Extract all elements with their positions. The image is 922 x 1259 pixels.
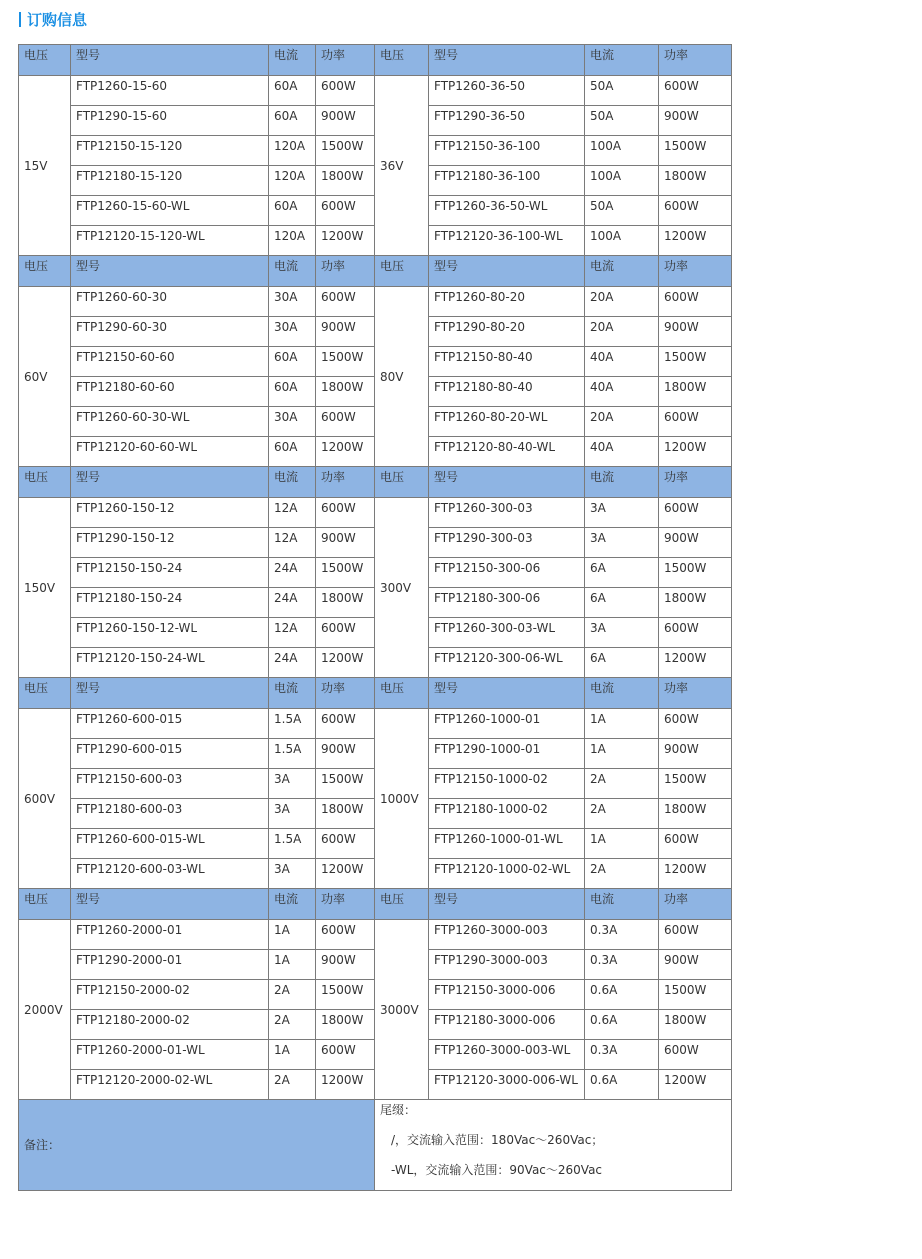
right-power-cell: 1800W [659,166,732,196]
left-model-cell: FTP12120-600-03-WL [71,859,269,889]
title-accent-bar [19,12,21,27]
left-power-cell: 1200W [316,1070,375,1100]
right-power-cell: 1500W [659,769,732,799]
left-model-cell: FTP1290-150-12 [71,528,269,558]
left-model-cell: FTP12150-15-120 [71,136,269,166]
left-current-cell: 30A [269,317,316,347]
header-current: 电流 [585,678,659,709]
right-current-cell: 50A [585,76,659,106]
right-model-cell: FTP12150-80-40 [429,347,585,377]
header-power: 功率 [659,45,732,76]
header-power: 功率 [316,256,375,287]
right-voltage-cell: 36V [375,76,429,256]
right-power-cell: 600W [659,407,732,437]
left-current-cell: 60A [269,437,316,467]
left-power-cell: 1800W [316,1010,375,1040]
left-voltage-cell: 60V [19,287,71,467]
left-power-cell: 900W [316,528,375,558]
right-power-cell: 600W [659,196,732,226]
left-model-cell: FTP1290-2000-01 [71,950,269,980]
left-power-cell: 900W [316,739,375,769]
left-current-cell: 2A [269,1070,316,1100]
right-model-cell: FTP1260-36-50 [429,76,585,106]
right-model-cell: FTP12180-3000-006 [429,1010,585,1040]
left-model-cell: FTP1290-15-60 [71,106,269,136]
table-header-row [19,678,732,709]
left-model-cell: FTP1260-150-12 [71,498,269,528]
header-model: 型号 [71,467,269,498]
left-power-cell: 1500W [316,769,375,799]
right-current-cell: 6A [585,558,659,588]
left-model-cell: FTP1290-60-30 [71,317,269,347]
left-voltage-cell: 2000V [19,920,71,1100]
left-current-cell: 1.5A [269,829,316,859]
left-model-cell: FTP1260-600-015-WL [71,829,269,859]
left-current-cell: 60A [269,377,316,407]
table-header-row [19,889,732,920]
left-power-cell: 600W [316,76,375,106]
right-model-cell: FTP1290-1000-01 [429,739,585,769]
right-current-cell: 0.6A [585,1010,659,1040]
left-model-cell: FTP1260-2000-01 [71,920,269,950]
section-title [19,10,87,30]
left-power-cell: 1200W [316,648,375,678]
right-power-cell: 900W [659,317,732,347]
left-model-cell: FTP12150-60-60 [71,347,269,377]
left-power-cell: 600W [316,709,375,739]
left-current-cell: 3A [269,799,316,829]
left-power-cell: 1500W [316,136,375,166]
right-model-cell: FTP1290-3000-003 [429,950,585,980]
left-power-cell: 1200W [316,226,375,256]
left-current-cell: 60A [269,196,316,226]
right-power-cell: 1200W [659,648,732,678]
right-power-cell: 1200W [659,1070,732,1100]
table-header-row [19,256,732,287]
left-model-cell: FTP12150-600-03 [71,769,269,799]
right-power-cell: 900W [659,528,732,558]
left-model-cell: FTP1260-15-60 [71,76,269,106]
right-current-cell: 1A [585,829,659,859]
right-power-cell: 600W [659,1040,732,1070]
right-current-cell: 20A [585,317,659,347]
right-model-cell: FTP12150-300-06 [429,558,585,588]
right-model-cell: FTP12120-80-40-WL [429,437,585,467]
header-model: 型号 [71,678,269,709]
right-current-cell: 6A [585,648,659,678]
right-model-cell: FTP1260-300-03 [429,498,585,528]
right-model-cell: FTP12180-300-06 [429,588,585,618]
left-current-cell: 12A [269,498,316,528]
right-power-cell: 1800W [659,588,732,618]
left-current-cell: 2A [269,980,316,1010]
right-current-cell: 2A [585,859,659,889]
left-model-cell: FTP12150-150-24 [71,558,269,588]
right-current-cell: 3A [585,528,659,558]
left-power-cell: 1500W [316,980,375,1010]
right-model-cell: FTP1260-80-20 [429,287,585,317]
left-current-cell: 3A [269,769,316,799]
header-model: 型号 [71,256,269,287]
left-model-cell: FTP12120-2000-02-WL [71,1070,269,1100]
right-current-cell: 0.6A [585,1070,659,1100]
left-current-cell: 12A [269,618,316,648]
header-power: 功率 [659,467,732,498]
header-voltage: 电压 [19,678,71,709]
table-row [19,709,732,739]
table-row [19,76,732,106]
table-header-row [19,45,732,76]
right-model-cell: FTP12120-1000-02-WL [429,859,585,889]
right-power-cell: 1800W [659,799,732,829]
right-model-cell: FTP12180-80-40 [429,377,585,407]
left-current-cell: 24A [269,588,316,618]
left-model-cell: FTP12180-60-60 [71,377,269,407]
right-voltage-cell: 300V [375,498,429,678]
right-model-cell: FTP1260-80-20-WL [429,407,585,437]
right-power-cell: 1800W [659,1010,732,1040]
left-model-cell: FTP1260-60-30-WL [71,407,269,437]
right-current-cell: 0.3A [585,920,659,950]
left-power-cell: 600W [316,920,375,950]
left-current-cell: 120A [269,166,316,196]
right-current-cell: 3A [585,498,659,528]
left-current-cell: 120A [269,226,316,256]
right-current-cell: 40A [585,347,659,377]
right-current-cell: 2A [585,799,659,829]
right-power-cell: 600W [659,287,732,317]
right-power-cell: 600W [659,829,732,859]
right-current-cell: 0.6A [585,980,659,1010]
left-power-cell: 600W [316,287,375,317]
header-model: 型号 [429,678,585,709]
left-power-cell: 1800W [316,166,375,196]
left-power-cell: 600W [316,498,375,528]
right-model-cell: FTP12180-1000-02 [429,799,585,829]
right-power-cell: 1200W [659,226,732,256]
header-current: 电流 [585,256,659,287]
right-model-cell: FTP12120-36-100-WL [429,226,585,256]
left-current-cell: 1.5A [269,709,316,739]
left-power-cell: 1200W [316,859,375,889]
left-current-cell: 60A [269,106,316,136]
right-model-cell: FTP1260-1000-01 [429,709,585,739]
right-model-cell: FTP1260-36-50-WL [429,196,585,226]
left-model-cell: FTP1260-150-12-WL [71,618,269,648]
header-power: 功率 [316,45,375,76]
left-model-cell: FTP12180-150-24 [71,588,269,618]
left-voltage-cell: 150V [19,498,71,678]
right-current-cell: 100A [585,166,659,196]
right-current-cell: 2A [585,769,659,799]
left-power-cell: 600W [316,407,375,437]
left-power-cell: 1200W [316,437,375,467]
right-power-cell: 600W [659,920,732,950]
left-model-cell: FTP12180-600-03 [71,799,269,829]
right-model-cell: FTP1260-3000-003 [429,920,585,950]
right-model-cell: FTP12150-36-100 [429,136,585,166]
right-model-cell: FTP12150-1000-02 [429,769,585,799]
left-power-cell: 1800W [316,377,375,407]
right-model-cell: FTP1290-80-20 [429,317,585,347]
header-power: 功率 [316,678,375,709]
notes-row [19,1100,732,1191]
right-current-cell: 6A [585,588,659,618]
left-power-cell: 600W [316,1040,375,1070]
header-current: 电流 [269,889,316,920]
header-voltage: 电压 [19,256,71,287]
header-current: 电流 [269,45,316,76]
right-current-cell: 50A [585,106,659,136]
left-current-cell: 1A [269,920,316,950]
right-voltage-cell: 3000V [375,920,429,1100]
left-model-cell: FTP12120-60-60-WL [71,437,269,467]
left-model-cell: FTP1290-600-015 [71,739,269,769]
left-model-cell: FTP12120-150-24-WL [71,648,269,678]
right-current-cell: 0.3A [585,1040,659,1070]
header-voltage: 电压 [375,256,429,287]
header-model: 型号 [429,889,585,920]
left-current-cell: 1.5A [269,739,316,769]
left-model-cell: FTP1260-60-30 [71,287,269,317]
ordering-table [18,44,732,1191]
header-voltage: 电压 [375,889,429,920]
right-current-cell: 100A [585,226,659,256]
header-current: 电流 [269,678,316,709]
right-current-cell: 20A [585,287,659,317]
header-current: 电流 [269,467,316,498]
suffix-line-ac180: /，交流输入范围：180Vac～260Vac； [391,1133,604,1147]
header-model: 型号 [429,256,585,287]
left-current-cell: 12A [269,528,316,558]
right-power-cell: 1200W [659,437,732,467]
right-power-cell: 1500W [659,558,732,588]
right-current-cell: 3A [585,618,659,648]
header-power: 功率 [659,678,732,709]
right-model-cell: FTP1260-300-03-WL [429,618,585,648]
left-voltage-cell: 15V [19,76,71,256]
right-model-cell: FTP12180-36-100 [429,166,585,196]
left-voltage-cell: 600V [19,709,71,889]
right-power-cell: 1500W [659,980,732,1010]
left-current-cell: 30A [269,287,316,317]
left-model-cell: FTP1260-15-60-WL [71,196,269,226]
left-power-cell: 600W [316,829,375,859]
right-power-cell: 1500W [659,347,732,377]
left-power-cell: 900W [316,106,375,136]
right-power-cell: 600W [659,709,732,739]
header-current: 电流 [585,889,659,920]
left-current-cell: 2A [269,1010,316,1040]
left-model-cell: FTP1260-600-015 [71,709,269,739]
table-row [19,920,732,950]
left-current-cell: 24A [269,648,316,678]
left-power-cell: 1500W [316,558,375,588]
right-power-cell: 900W [659,950,732,980]
left-power-cell: 1500W [316,347,375,377]
left-current-cell: 1A [269,950,316,980]
right-model-cell: FTP12120-3000-006-WL [429,1070,585,1100]
header-voltage: 电压 [19,467,71,498]
left-model-cell: FTP12180-2000-02 [71,1010,269,1040]
header-model: 型号 [71,45,269,76]
right-voltage-cell: 80V [375,287,429,467]
header-power: 功率 [659,889,732,920]
right-current-cell: 20A [585,407,659,437]
left-current-cell: 3A [269,859,316,889]
suffix-title: 尾缀： [380,1103,417,1117]
left-model-cell: FTP12180-15-120 [71,166,269,196]
right-power-cell: 600W [659,498,732,528]
left-power-cell: 1800W [316,799,375,829]
left-current-cell: 120A [269,136,316,166]
suffix-line-wl: -WL，交流输入范围：90Vac～260Vac [391,1163,603,1177]
header-current: 电流 [585,45,659,76]
header-current: 电流 [585,467,659,498]
left-current-cell: 60A [269,76,316,106]
right-current-cell: 50A [585,196,659,226]
right-power-cell: 600W [659,76,732,106]
right-power-cell: 1200W [659,859,732,889]
header-current: 电流 [269,256,316,287]
right-model-cell: FTP1260-1000-01-WL [429,829,585,859]
header-voltage: 电压 [375,678,429,709]
right-power-cell: 900W [659,739,732,769]
header-model: 型号 [429,467,585,498]
header-voltage: 电压 [19,45,71,76]
table-row [19,287,732,317]
table-row [19,498,732,528]
header-power: 功率 [659,256,732,287]
right-current-cell: 1A [585,709,659,739]
right-model-cell: FTP12120-300-06-WL [429,648,585,678]
right-power-cell: 1800W [659,377,732,407]
left-power-cell: 900W [316,950,375,980]
left-model-cell: FTP12150-2000-02 [71,980,269,1010]
notes-body [375,1100,732,1191]
left-model-cell: FTP1260-2000-01-WL [71,1040,269,1070]
left-current-cell: 24A [269,558,316,588]
section-title-text: 订购信息 [27,11,88,29]
right-model-cell: FTP1290-36-50 [429,106,585,136]
right-voltage-cell: 1000V [375,709,429,889]
left-current-cell: 30A [269,407,316,437]
notes-label: 备注： [19,1100,375,1191]
right-current-cell: 40A [585,437,659,467]
header-model: 型号 [429,45,585,76]
right-model-cell: FTP1260-3000-003-WL [429,1040,585,1070]
header-power: 功率 [316,467,375,498]
header-voltage: 电压 [375,467,429,498]
left-current-cell: 1A [269,1040,316,1070]
left-power-cell: 600W [316,196,375,226]
left-current-cell: 60A [269,347,316,377]
right-power-cell: 900W [659,106,732,136]
right-current-cell: 40A [585,377,659,407]
left-power-cell: 1800W [316,588,375,618]
right-power-cell: 1500W [659,136,732,166]
left-power-cell: 900W [316,317,375,347]
header-voltage: 电压 [19,889,71,920]
right-current-cell: 100A [585,136,659,166]
left-model-cell: FTP12120-15-120-WL [71,226,269,256]
header-voltage: 电压 [375,45,429,76]
table-header-row [19,467,732,498]
right-current-cell: 1A [585,739,659,769]
right-model-cell: FTP1290-300-03 [429,528,585,558]
right-model-cell: FTP12150-3000-006 [429,980,585,1010]
header-model: 型号 [71,889,269,920]
right-power-cell: 600W [659,618,732,648]
header-power: 功率 [316,889,375,920]
right-current-cell: 0.3A [585,950,659,980]
left-power-cell: 600W [316,618,375,648]
